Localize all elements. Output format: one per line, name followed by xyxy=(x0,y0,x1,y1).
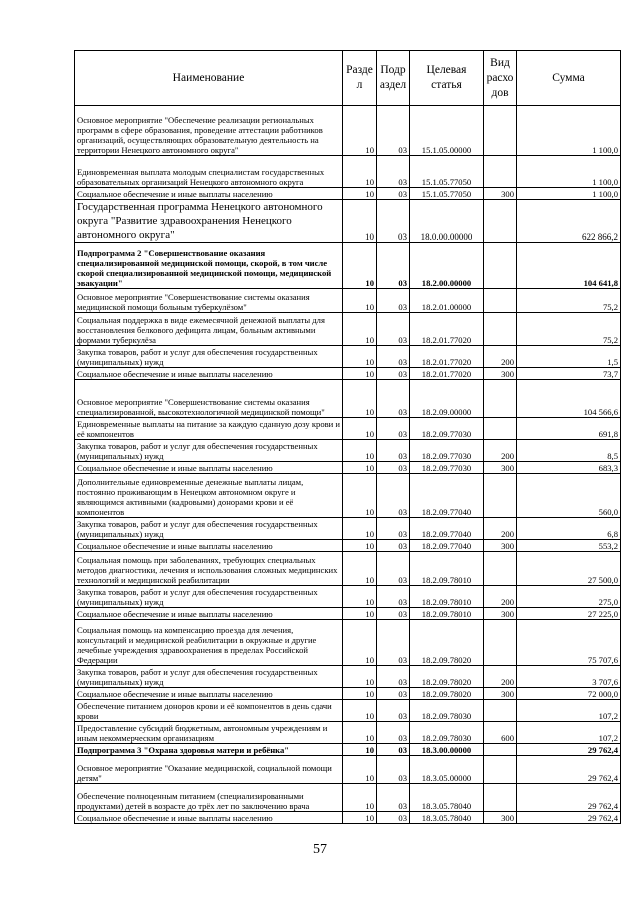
cell-name: Основное мероприятие "Совершенствование системы оказания специализированной, высокотехнологичной медицинской помощи" xyxy=(75,380,343,418)
table-row xyxy=(75,756,621,784)
cell-razdel: 10 xyxy=(343,620,377,666)
cell-podrazdel: 03 xyxy=(377,756,410,784)
cell-vid-rashodov xyxy=(484,552,517,586)
cell-razdel: 10 xyxy=(343,106,377,156)
cell-razdel: 10 xyxy=(343,608,377,620)
cell-name: Закупка товаров, работ и услуг для обеспечения государственных (муниципальных) нужд xyxy=(75,586,343,608)
cell-celevaya-statya: 18.3.00.00000 xyxy=(410,744,484,756)
cell-name: Социальное обеспечение и иные выплаты населению xyxy=(75,368,343,380)
cell-celevaya-statya: 18.2.09.78010 xyxy=(410,608,484,620)
cell-podrazdel: 03 xyxy=(377,418,410,440)
cell-name: Обеспечение питанием доноров крови и её компонентов в день сдачи крови xyxy=(75,700,343,722)
cell-celevaya-statya: 15.1.05.77050 xyxy=(410,156,484,188)
cell-vid-rashodov xyxy=(484,700,517,722)
cell-podrazdel: 03 xyxy=(377,666,410,688)
cell-razdel: 10 xyxy=(343,518,377,540)
cell-vid-rashodov: 300 xyxy=(484,462,517,474)
table-row xyxy=(75,200,621,243)
cell-celevaya-statya: 18.2.01.00000 xyxy=(410,289,484,313)
cell-celevaya-statya: 18.2.01.77020 xyxy=(410,313,484,346)
cell-podrazdel: 03 xyxy=(377,106,410,156)
cell-name: Единовременная выплата молодым специалистам государственных образовательных организаций Ненецкого автономного округа xyxy=(75,156,343,188)
cell-vid-rashodov xyxy=(484,156,517,188)
cell-vid-rashodov xyxy=(484,418,517,440)
table-row xyxy=(75,289,621,313)
cell-celevaya-statya: 18.2.09.78020 xyxy=(410,666,484,688)
cell-summa: 75 707,6 xyxy=(517,620,621,666)
header-celevaya-statya: Целевая статья xyxy=(410,51,484,106)
cell-razdel: 10 xyxy=(343,812,377,824)
cell-razdel: 10 xyxy=(343,243,377,289)
cell-celevaya-statya: 18.2.09.78020 xyxy=(410,620,484,666)
cell-summa: 275,0 xyxy=(517,586,621,608)
cell-celevaya-statya: 18.2.09.77040 xyxy=(410,540,484,552)
cell-vid-rashodov xyxy=(484,313,517,346)
cell-celevaya-statya: 18.2.09.77030 xyxy=(410,440,484,462)
cell-vid-rashodov xyxy=(484,744,517,756)
table-row xyxy=(75,243,621,289)
table-body xyxy=(75,106,621,824)
table-row xyxy=(75,346,621,368)
cell-razdel: 10 xyxy=(343,474,377,518)
cell-razdel: 10 xyxy=(343,188,377,200)
cell-podrazdel: 03 xyxy=(377,812,410,824)
cell-vid-rashodov: 300 xyxy=(484,688,517,700)
cell-summa: 27 225,0 xyxy=(517,608,621,620)
cell-razdel: 10 xyxy=(343,756,377,784)
cell-name: Социальная помощь на компенсацию проезда для лечения, консультаций и медицинской реабилитации в окружные и другие лечебные учреждения здравоохранения в пределах Российской Федерации xyxy=(75,620,343,666)
cell-summa: 107,2 xyxy=(517,722,621,744)
table-row xyxy=(75,744,621,756)
cell-summa: 8,5 xyxy=(517,440,621,462)
cell-razdel: 10 xyxy=(343,368,377,380)
cell-summa: 75,2 xyxy=(517,313,621,346)
budget-table-page xyxy=(74,50,620,824)
cell-vid-rashodov: 200 xyxy=(484,666,517,688)
cell-vid-rashodov xyxy=(484,289,517,313)
cell-razdel: 10 xyxy=(343,200,377,243)
cell-razdel: 10 xyxy=(343,586,377,608)
cell-podrazdel: 03 xyxy=(377,518,410,540)
cell-name: Единовременные выплаты на питание за каждую сданную дозу крови и её компонентов xyxy=(75,418,343,440)
cell-podrazdel: 03 xyxy=(377,380,410,418)
cell-vid-rashodov: 200 xyxy=(484,586,517,608)
cell-vid-rashodov: 300 xyxy=(484,368,517,380)
cell-name: Обеспечение полноценным питанием (специализированными продуктами) детей в возрасте до трёх лет по заключению врача xyxy=(75,784,343,812)
cell-summa: 104 566,6 xyxy=(517,380,621,418)
table-row xyxy=(75,106,621,156)
budget-table xyxy=(74,50,621,824)
header-vid-rashodov: Вид расхо дов xyxy=(484,51,517,106)
cell-summa: 27 500,0 xyxy=(517,552,621,586)
cell-summa: 1 100,0 xyxy=(517,106,621,156)
cell-celevaya-statya: 18.2.09.77040 xyxy=(410,474,484,518)
cell-summa: 104 641,8 xyxy=(517,243,621,289)
table-row xyxy=(75,620,621,666)
cell-podrazdel: 03 xyxy=(377,552,410,586)
cell-name: Социальное обеспечение и иные выплаты населению xyxy=(75,812,343,824)
cell-name: Социальная поддержка в виде ежемесячной денежной выплаты для восстановления белкового дефицита лицам, больным активными формами туберкулёза xyxy=(75,313,343,346)
cell-razdel: 10 xyxy=(343,289,377,313)
cell-razdel: 10 xyxy=(343,744,377,756)
cell-celevaya-statya: 18.2.01.77020 xyxy=(410,346,484,368)
cell-name: Основное мероприятие "Совершенствование системы оказания медицинской помощи больным туберкулёзом" xyxy=(75,289,343,313)
cell-vid-rashodov: 300 xyxy=(484,540,517,552)
cell-vid-rashodov xyxy=(484,620,517,666)
table-row xyxy=(75,700,621,722)
cell-summa: 1,5 xyxy=(517,346,621,368)
cell-name: Государственная программа Ненецкого автономного округа "Развитие здравоохранения Ненецкого автономного округа" xyxy=(75,200,343,243)
cell-podrazdel: 03 xyxy=(377,368,410,380)
cell-celevaya-statya: 18.3.05.78040 xyxy=(410,812,484,824)
table-row xyxy=(75,313,621,346)
cell-podrazdel: 03 xyxy=(377,744,410,756)
cell-podrazdel: 03 xyxy=(377,784,410,812)
cell-razdel: 10 xyxy=(343,552,377,586)
cell-celevaya-statya: 18.2.09.77030 xyxy=(410,462,484,474)
cell-vid-rashodov xyxy=(484,380,517,418)
cell-podrazdel: 03 xyxy=(377,608,410,620)
cell-podrazdel: 03 xyxy=(377,586,410,608)
table-row xyxy=(75,608,621,620)
cell-vid-rashodov xyxy=(484,200,517,243)
cell-name: Социальное обеспечение и иные выплаты населению xyxy=(75,462,343,474)
cell-podrazdel: 03 xyxy=(377,722,410,744)
cell-podrazdel: 03 xyxy=(377,289,410,313)
cell-podrazdel: 03 xyxy=(377,156,410,188)
cell-vid-rashodov: 300 xyxy=(484,812,517,824)
table-row xyxy=(75,368,621,380)
cell-name: Дополнительные единовременные денежные выплаты лицам, постоянно проживающим в Ненецком автономном округе и являющимся активными (кадровыми) донорами крови и её компонентов xyxy=(75,474,343,518)
table-row xyxy=(75,688,621,700)
cell-name: Социальное обеспечение и иные выплаты населению xyxy=(75,540,343,552)
cell-razdel: 10 xyxy=(343,440,377,462)
cell-summa: 29 762,4 xyxy=(517,812,621,824)
table-row xyxy=(75,784,621,812)
cell-name: Закупка товаров, работ и услуг для обеспечения государственных (муниципальных) нужд xyxy=(75,518,343,540)
header-summa: Сумма xyxy=(517,51,621,106)
cell-razdel: 10 xyxy=(343,700,377,722)
table-row xyxy=(75,518,621,540)
cell-celevaya-statya: 18.2.09.78020 xyxy=(410,688,484,700)
cell-vid-rashodov xyxy=(484,756,517,784)
cell-summa: 72 000,0 xyxy=(517,688,621,700)
cell-razdel: 10 xyxy=(343,156,377,188)
cell-celevaya-statya: 18.2.09.78030 xyxy=(410,722,484,744)
table-row xyxy=(75,462,621,474)
table-row xyxy=(75,812,621,824)
cell-summa: 622 866,2 xyxy=(517,200,621,243)
cell-vid-rashodov xyxy=(484,106,517,156)
cell-celevaya-statya: 15.1.05.77050 xyxy=(410,188,484,200)
cell-podrazdel: 03 xyxy=(377,540,410,552)
cell-summa: 691,8 xyxy=(517,418,621,440)
cell-vid-rashodov: 200 xyxy=(484,440,517,462)
cell-podrazdel: 03 xyxy=(377,440,410,462)
cell-celevaya-statya: 18.2.09.77040 xyxy=(410,518,484,540)
cell-celevaya-statya: 18.2.09.78030 xyxy=(410,700,484,722)
cell-vid-rashodov xyxy=(484,243,517,289)
cell-summa: 29 762,4 xyxy=(517,756,621,784)
cell-summa: 75,2 xyxy=(517,289,621,313)
table-header-row xyxy=(75,51,621,106)
cell-name: Социальное обеспечение и иные выплаты населению xyxy=(75,188,343,200)
table-row xyxy=(75,474,621,518)
cell-celevaya-statya: 18.2.09.00000 xyxy=(410,380,484,418)
cell-summa: 1 100,0 xyxy=(517,188,621,200)
cell-podrazdel: 03 xyxy=(377,462,410,474)
cell-razdel: 10 xyxy=(343,722,377,744)
cell-razdel: 10 xyxy=(343,346,377,368)
cell-podrazdel: 03 xyxy=(377,688,410,700)
cell-razdel: 10 xyxy=(343,540,377,552)
cell-razdel: 10 xyxy=(343,418,377,440)
cell-name: Социальное обеспечение и иные выплаты населению xyxy=(75,688,343,700)
cell-summa: 107,2 xyxy=(517,700,621,722)
cell-name: Закупка товаров, работ и услуг для обеспечения государственных (муниципальных) нужд xyxy=(75,666,343,688)
cell-summa: 73,7 xyxy=(517,368,621,380)
cell-vid-rashodov: 200 xyxy=(484,518,517,540)
header-podrazdel: Подр аздел xyxy=(377,51,410,106)
cell-razdel: 10 xyxy=(343,688,377,700)
header-razdel: Разде л xyxy=(343,51,377,106)
cell-summa: 553,2 xyxy=(517,540,621,552)
cell-celevaya-statya: 18.2.01.77020 xyxy=(410,368,484,380)
cell-razdel: 10 xyxy=(343,380,377,418)
cell-name: Предоставление субсидий бюджетным, автономным учреждениям и иным некоммерческим организациям xyxy=(75,722,343,744)
cell-celevaya-statya: 15.1.05.00000 xyxy=(410,106,484,156)
cell-celevaya-statya: 18.2.09.78010 xyxy=(410,552,484,586)
cell-name: Основное мероприятие "Обеспечение реализации региональных программ в сфере образования, проведение аттестации работников организаций, осуществляющих образовательную деятельность на территории Ненецкого автономного округа" xyxy=(75,106,343,156)
cell-name: Социальное обеспечение и иные выплаты населению xyxy=(75,608,343,620)
cell-podrazdel: 03 xyxy=(377,346,410,368)
cell-summa: 29 762,4 xyxy=(517,744,621,756)
cell-name: Основное мероприятие "Оказание медицинской, социальной помощи детям" xyxy=(75,756,343,784)
table-row xyxy=(75,380,621,418)
cell-podrazdel: 03 xyxy=(377,313,410,346)
cell-name: Закупка товаров, работ и услуг для обеспечения государственных (муниципальных) нужд xyxy=(75,346,343,368)
cell-celevaya-statya: 18.0.00.00000 xyxy=(410,200,484,243)
cell-celevaya-statya: 18.2.09.78010 xyxy=(410,586,484,608)
header-name: Наименование xyxy=(75,51,343,106)
cell-name: Подпрограмма 3 "Охрана здоровья матери и ребёнка" xyxy=(75,744,343,756)
cell-vid-rashodov: 300 xyxy=(484,608,517,620)
cell-vid-rashodov: 300 xyxy=(484,188,517,200)
cell-summa: 29 762,4 xyxy=(517,784,621,812)
cell-podrazdel: 03 xyxy=(377,200,410,243)
cell-celevaya-statya: 18.2.00.00000 xyxy=(410,243,484,289)
cell-razdel: 10 xyxy=(343,666,377,688)
cell-name: Подпрограмма 2 "Совершенствование оказания специализированной медицинской помощи, скорой, в том числе скорой специализированной медицинской помощи, медицинской эвакуации" xyxy=(75,243,343,289)
cell-celevaya-statya: 18.3.05.78040 xyxy=(410,784,484,812)
page-number: 57 xyxy=(313,842,327,857)
table-row xyxy=(75,440,621,462)
cell-vid-rashodov xyxy=(484,784,517,812)
table-row xyxy=(75,156,621,188)
cell-vid-rashodov: 600 xyxy=(484,722,517,744)
cell-podrazdel: 03 xyxy=(377,243,410,289)
cell-razdel: 10 xyxy=(343,462,377,474)
cell-podrazdel: 03 xyxy=(377,700,410,722)
cell-celevaya-statya: 18.2.09.77030 xyxy=(410,418,484,440)
cell-razdel: 10 xyxy=(343,313,377,346)
table-row xyxy=(75,722,621,744)
cell-vid-rashodov xyxy=(484,474,517,518)
cell-summa: 560,0 xyxy=(517,474,621,518)
table-row xyxy=(75,418,621,440)
cell-podrazdel: 03 xyxy=(377,620,410,666)
cell-razdel: 10 xyxy=(343,784,377,812)
table-row xyxy=(75,188,621,200)
cell-podrazdel: 03 xyxy=(377,474,410,518)
cell-name: Социальная помощь при заболеваниях, требующих специальных методов диагностики, лечения и использования сложных медицинских технологий и медицинской реабилитации xyxy=(75,552,343,586)
cell-summa: 683,3 xyxy=(517,462,621,474)
table-row xyxy=(75,540,621,552)
cell-vid-rashodov: 200 xyxy=(484,346,517,368)
table-row xyxy=(75,666,621,688)
cell-celevaya-statya: 18.3.05.00000 xyxy=(410,756,484,784)
cell-podrazdel: 03 xyxy=(377,188,410,200)
cell-name: Закупка товаров, работ и услуг для обеспечения государственных (муниципальных) нужд xyxy=(75,440,343,462)
cell-summa: 1 100,0 xyxy=(517,156,621,188)
cell-summa: 3 707,6 xyxy=(517,666,621,688)
cell-summa: 6,8 xyxy=(517,518,621,540)
table-row xyxy=(75,552,621,586)
table-row xyxy=(75,586,621,608)
